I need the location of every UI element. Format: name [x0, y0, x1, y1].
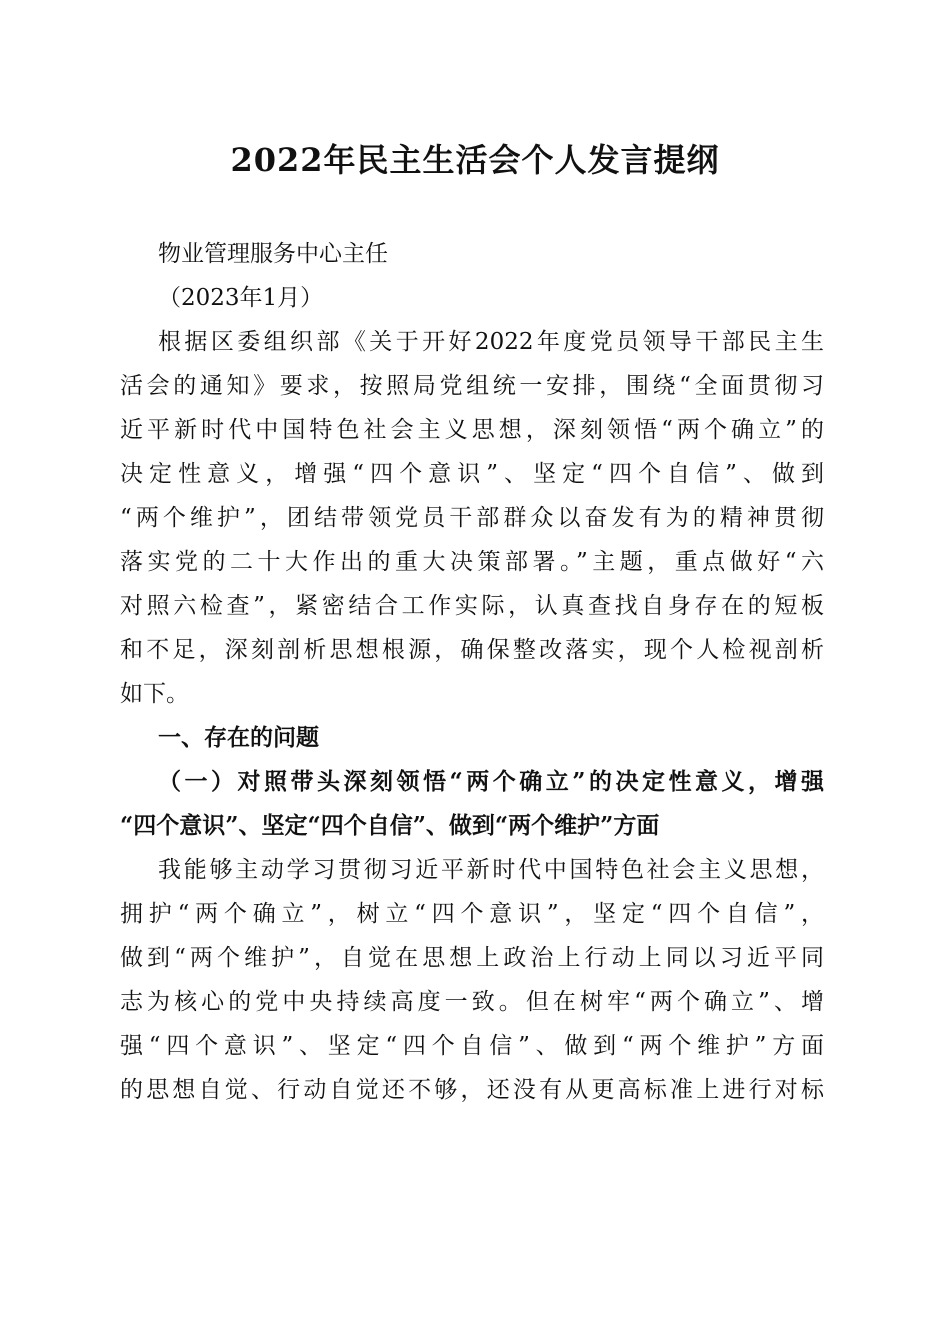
paragraph-line: 我能够主动学习贯彻习近平新时代中国特色社会主义思想， — [158, 857, 824, 883]
section-heading: 一、存在的问题 — [158, 725, 319, 751]
subsection-heading-line: （一）对照带头深刻领悟“两个确立”的决定性意义，增强 — [158, 768, 824, 795]
paragraph-line: 做到“两个维护”，自觉在思想上政治上行动上同以习近平同 — [120, 945, 824, 971]
subsection-heading-line: “四个意识”、坚定“四个自信”、做到“两个维护”方面 — [120, 812, 660, 839]
intro-line: 和不足，深刻剖析思想根源，确保整改落实，现个人检视剖析 — [120, 637, 824, 663]
author-line: 物业管理服务中心主任 — [158, 241, 388, 267]
date-line: （2023年1月） — [158, 285, 324, 311]
intro-line: 如下。 — [120, 681, 189, 707]
document-title: 2022年民主生活会个人发言提纲 — [230, 141, 720, 179]
intro-line: 近平新时代中国特色社会主义思想，深刻领悟“两个确立”的 — [120, 417, 824, 443]
intro-line: 决定性意义，增强“四个意识”、坚定“四个自信”、做到 — [120, 461, 824, 487]
intro-line: 对照六检查”，紧密结合工作实际，认真查找自身存在的短板 — [120, 593, 824, 619]
paragraph-line: 拥护“两个确立”，树立“四个意识”，坚定“四个自信”， — [120, 901, 824, 927]
intro-line: 根据区委组织部《关于开好2022年度党员领导干部民主生 — [158, 329, 824, 355]
intro-line: 活会的通知》要求，按照局党组统一安排，围绕“全面贯彻习 — [120, 373, 824, 399]
intro-line: 落实党的二十大作出的重大决策部署。”主题，重点做好“六 — [120, 549, 824, 575]
paragraph-line: 志为核心的党中央持续高度一致。但在树牢“两个确立”、增 — [120, 989, 824, 1015]
document-body — [120, 232, 824, 1112]
paragraph-line: 的思想自觉、行动自觉还不够，还没有从更高标准上进行对标 — [120, 1077, 824, 1103]
paragraph-line: 强“四个意识”、坚定“四个自信”、做到“两个维护”方面 — [120, 1033, 824, 1059]
intro-line: “两个维护”，团结带领党员干部群众以奋发有为的精神贯彻 — [120, 505, 824, 531]
